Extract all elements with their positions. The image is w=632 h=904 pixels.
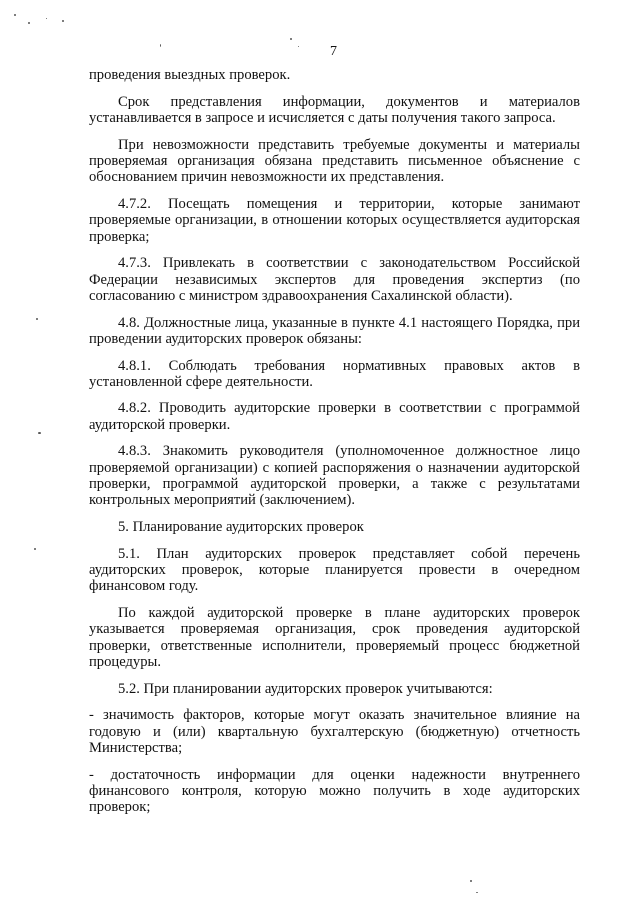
paragraph: 4.8.1. Соблюдать требования нормативных правовых актов в установленной сфере деятельности.: [89, 357, 580, 390]
paragraph: По каждой аудиторской проверке в плане аудиторских проверок указывается проверяемая организация, срок проведения аудиторской проверки, ответственные исполнители, проверяемый процесс бюджетной процедуры.: [89, 605, 580, 670]
paragraph: Срок представления информации, документов и материалов устанавливается в запросе и исчисляется с даты получения такого запроса.: [89, 93, 580, 126]
section-heading: 5. Планирование аудиторских проверок: [118, 519, 364, 536]
scan-speck: [14, 14, 16, 16]
paragraph: При невозможности представить требуемые документы и материалы проверяемая организация обязана представить письменное объяснение с обоснованием причин невозможности их представления.: [89, 136, 580, 186]
paragraph: 4.7.2. Посещать помещения и территории, которые занимают проверяемые организации, в отношении которых осуществляется аудиторская проверка;: [89, 195, 580, 245]
scan-speck: [38, 432, 41, 434]
paragraph: 4.8.3. Знакомить руководителя (уполномоченное должностное лицо проверяемой организации) с копией распоряжения о назначении аудиторской проверки, программой аудиторской проверки, а также с результатами контрольных мероприятий (заключением).: [89, 443, 580, 509]
scan-speck: [62, 20, 64, 22]
document-body: [89, 67, 580, 826]
paragraph: 4.8. Должностные лица, указанные в пункте 4.1 настоящего Порядка, при проведении аудиторских проверок обязаны:: [89, 314, 580, 347]
scan-speck: [476, 892, 478, 893]
paragraph: 4.7.3. Привлекать в соответствии с законодательством Российской Федерации независимых экспертов для проведения экспертиз (по согласованию с министром здравоохранения Сахалинской области).: [89, 255, 580, 304]
paragraph: 5.1. План аудиторских проверок представляет собой перечень аудиторских проверок, которые планируется провести в очередном финансовом году.: [89, 545, 580, 595]
page-number: 7: [330, 44, 337, 59]
scan-speck: [298, 46, 299, 47]
scan-speck: [290, 38, 292, 40]
scan-speck: [36, 318, 38, 320]
scan-speck: [28, 22, 30, 24]
paragraph: проведения выездных проверок.: [89, 67, 291, 83]
paragraph: 4.8.2. Проводить аудиторские проверки в соответствии с программой аудиторской проверки.: [89, 400, 580, 433]
scan-speck: [34, 548, 36, 550]
list-item: - значимость факторов, которые могут оказать значительное влияние на годовую и (или) квартальную бухгалтерскую (бюджетную) отчетность Министерства;: [89, 707, 580, 756]
scan-speck: [470, 880, 472, 882]
paragraph: 5.2. При планировании аудиторских проверок учитываются:: [118, 680, 493, 697]
scan-speck: [160, 44, 161, 47]
scan-speck: [46, 18, 47, 19]
list-item: - достаточность информации для оценки надежности внутреннего финансового контроля, которую можно получить в ходе аудиторских проверок;: [89, 766, 580, 816]
